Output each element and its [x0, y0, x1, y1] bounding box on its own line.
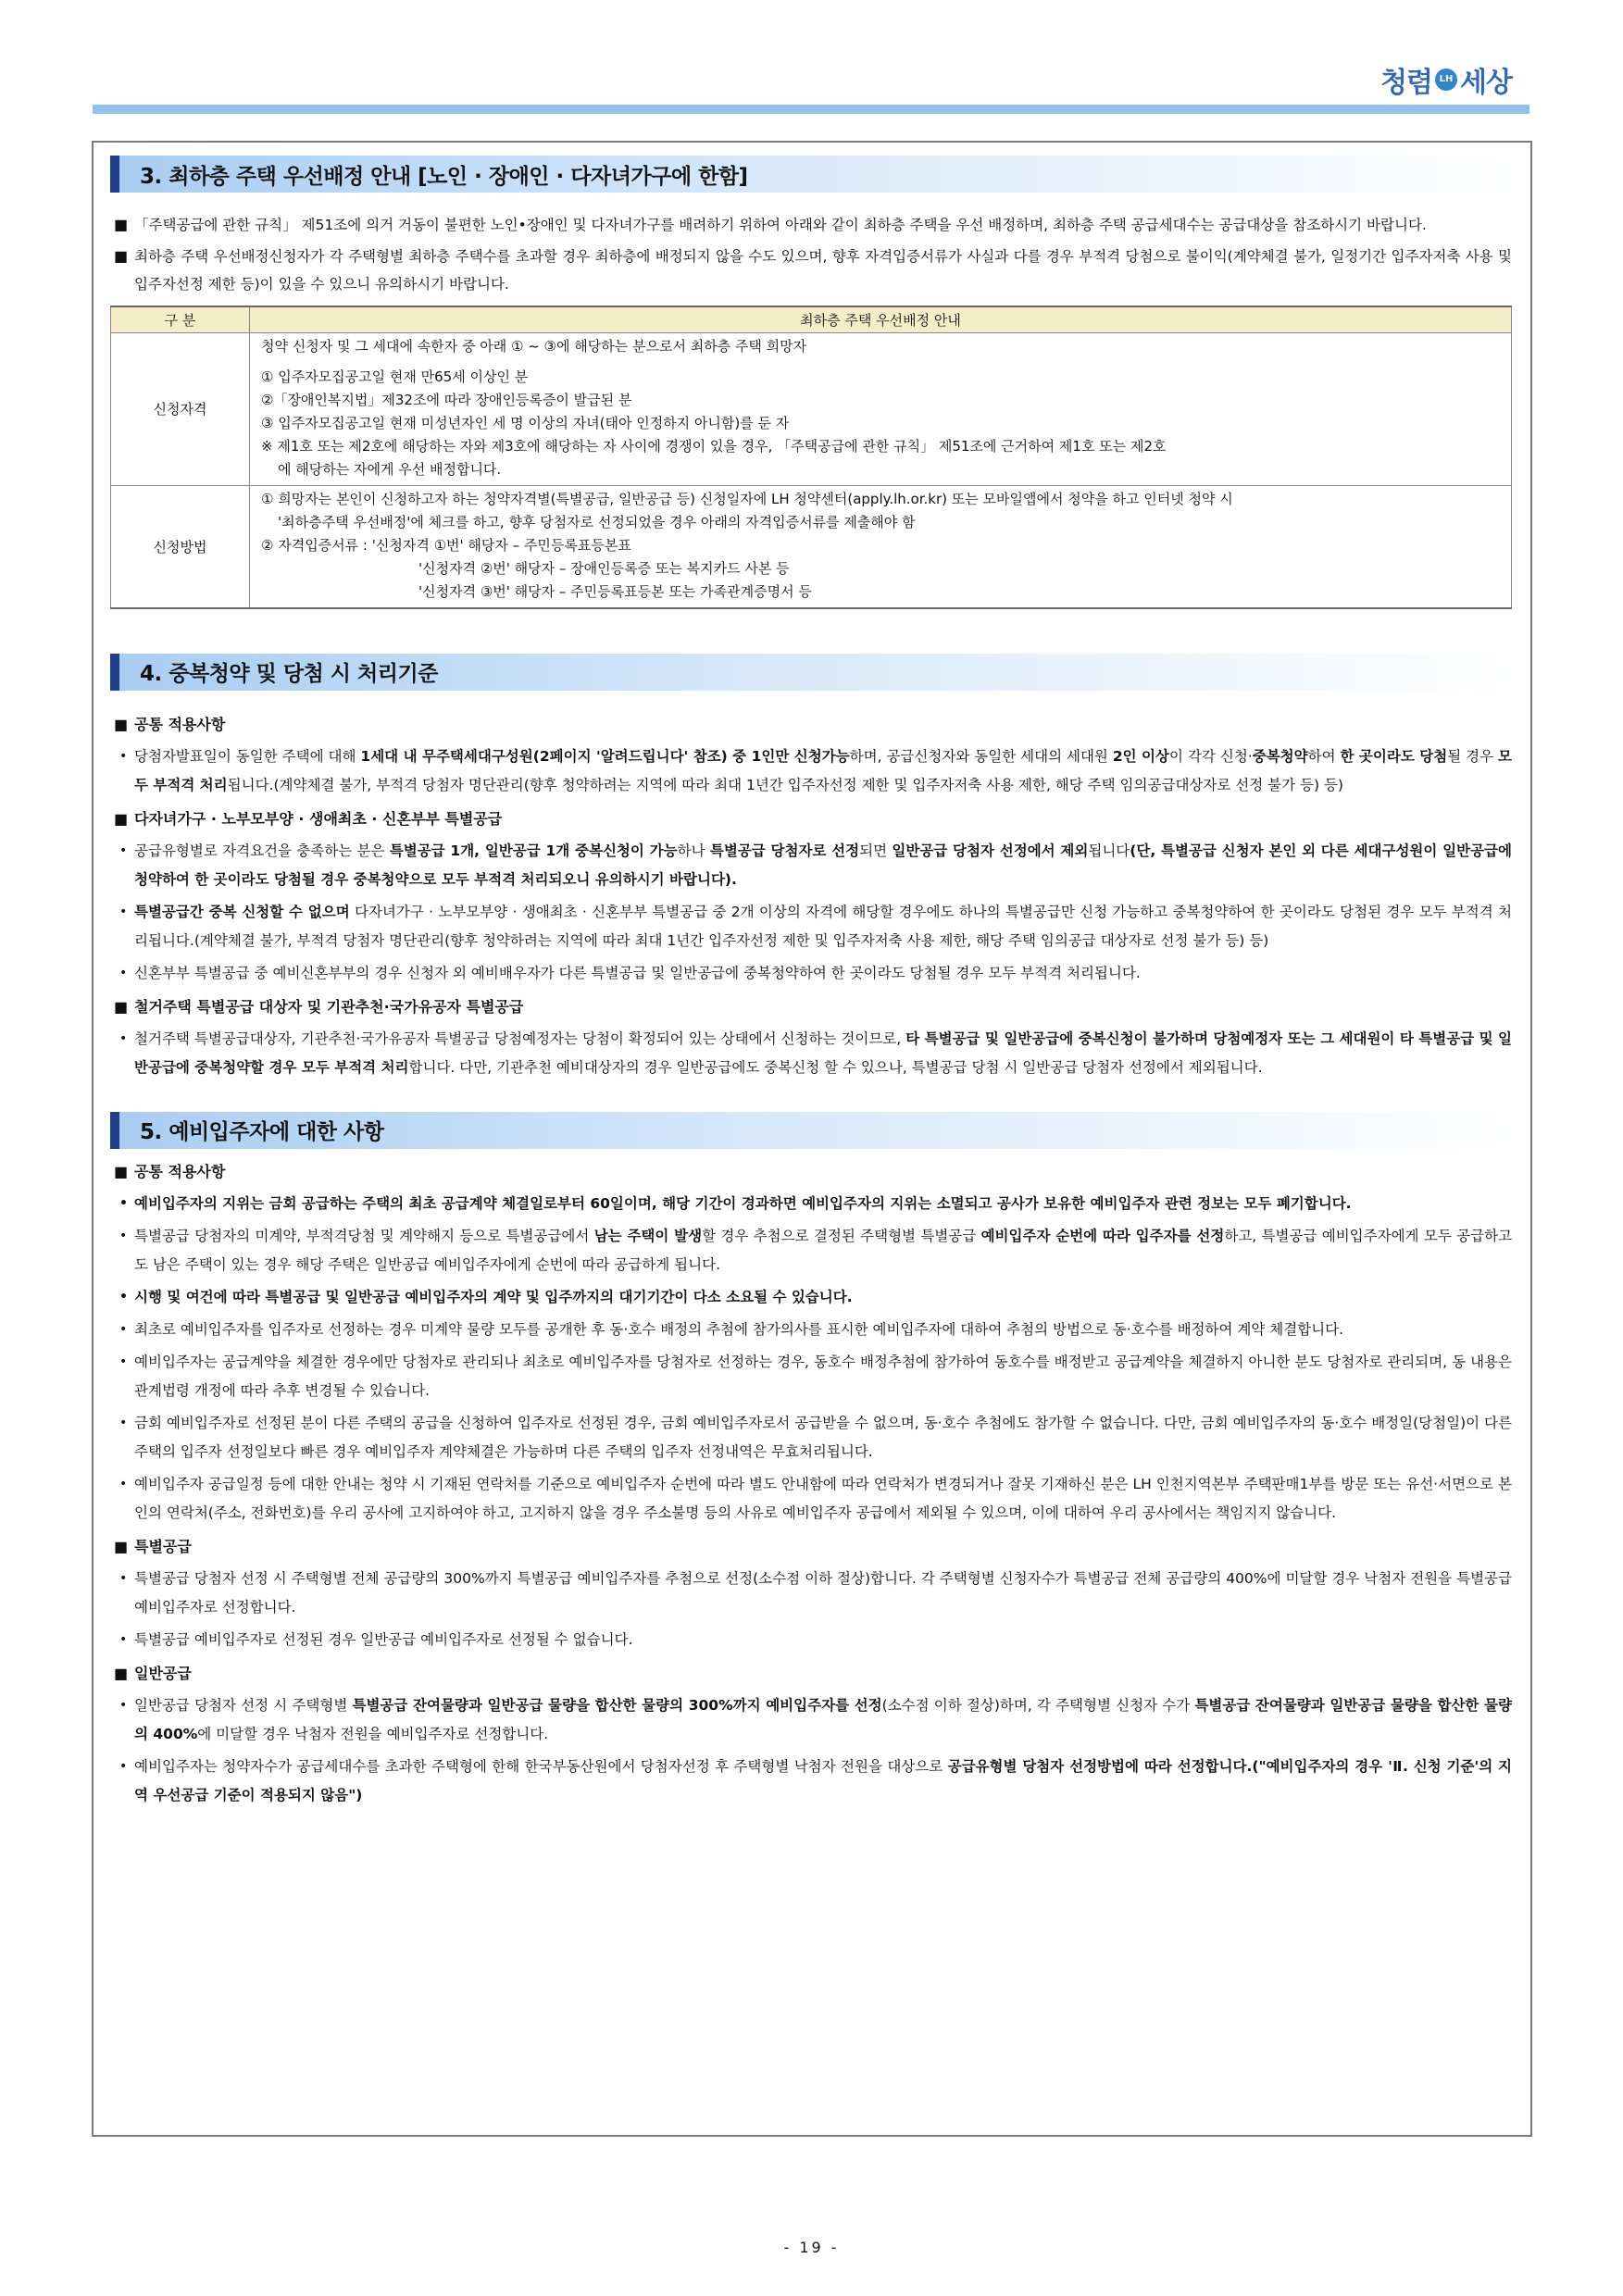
table-head-category: 구 분: [111, 306, 250, 332]
page-number: - 19 -: [783, 2239, 840, 2256]
s3-bullet-2: ■ 최하층 주택 우선배정신청자가 각 주택형별 최하층 주택수를 초과할 경우 최하층에 배정되지 않을 수도 있으며, 향후 자격입증서류가 사실과 다를 경우 부적격 당첨으로 불이익(계약체결 불가, 일정기간 입주자저축 사용 및 입주자선정 제한 등)이 있을 수 있으니 유의하시기 바랍니다.: [114, 247, 1512, 293]
section-5-heading: [110, 1112, 1512, 1149]
row-label-eligibility: 신청자격: [111, 332, 250, 485]
table-head-guide: 최하층 주택 우선배정 안내: [250, 306, 1512, 332]
s4-subheading-common: ■ 공통 적용사항: [114, 715, 226, 733]
s5-paragraph-1: • 예비입주자의 지위는 금회 공급하는 주택의 최초 공급계약 체결일로부터 60일이며, 해당 기간이 경과하면 예비입주자의 지위는 소멸되고 공사가 보유한 예비입주자 관련 정보는 모두 폐기합니다.: [119, 1194, 1352, 1212]
section-5-title: 5. 예비입주자에 대한 사항: [140, 1120, 384, 1144]
s4-subheading-demolition: ■ 철거주택 특별공급 대상자 및 기관추천·국가유공자 특별공급: [114, 997, 524, 1016]
s5-paragraph-6: • 금회 예비입주자로 선정된 분이 다른 주택의 공급을 신청하여 입주자로 선정된 경우, 금회 예비입주자로서 공급받을 수 없으며, 동·호수 추첨에도 참가할 수 없습니다. 다만, 금회 예비입주자의 동·호수 배정일(당첨일)이 다른 주택의 입주자 선정일보다 빠른 경우 예비입주자 계약체결은 가능하며 다른 주택의 입주자 선정내역은 무효처리됩니다.: [119, 1414, 1512, 1460]
logo-text-2: 세상: [1460, 67, 1512, 99]
s5-paragraph-3: • 시행 및 여건에 따라 특별공급 및 일반공급 예비입주자의 계약 및 입주까지의 대기기간이 다소 소요될 수 있습니다.: [119, 1288, 853, 1305]
s5-paragraph-4: • 최초로 예비입주자를 입주자로 선정하는 경우 미계약 물량 모두를 공개한 후 동·호수 배정의 추첨에 참가의사를 표시한 예비입주자에 대하여 추첨의 방법으로 동·호수를 배정하여 계약 체결합니다.: [119, 1320, 1344, 1338]
logo-mark-icon: LH: [1435, 69, 1457, 91]
s5-subheading-general: ■ 일반공급: [114, 1664, 192, 1682]
logo: [1380, 59, 1512, 100]
section-3-heading: [110, 156, 1512, 193]
s4-paragraph-2: • 공급유형별로 자격요건을 충족하는 분은 특별공급 1개, 일반공급 1개 중복신청이 가능하나 특별공급 당첨자로 선정되면 일반공급 당첨자 선정에서 제외됩니다(단, 특별공급 신청자 본인 외 다른 세대구성원이 일반공급에 청약하여 한 곳이라도 당첨될 경우 중복청약으로 모두 부적격 처리되오니 유의하시기 바랍니다).: [119, 842, 1512, 888]
s5-subheading-special: ■ 특별공급: [114, 1537, 192, 1555]
s5-subheading-common: ■ 공통 적용사항: [114, 1162, 226, 1180]
logo-text-1: 청렴: [1380, 67, 1433, 99]
lowest-floor-table: [110, 306, 1512, 609]
s4-paragraph-3: • 특별공급간 중복 신청할 수 없으며 다자녀가구 · 노부모부양 · 생애최초 · 신혼부부 특별공급 중 2개 이상의 자격에 해당할 경우에도 하나의 특별공급만 신청 가능하고 중복청약하여 한 곳이라도 당첨된 경우 모두 부적격 처리됩니다.(계약체결 불가, 부적격 당첨자 명단관리(향후 청약하려는 지역에 따라 최대 1년간 입주자선정 제한 및 입주자저축 사용 제한, 해당 주택 임의공급 대상자로 선정 불가 등) 등): [119, 903, 1512, 949]
s5-paragraph-10: • 일반공급 당첨자 선정 시 주택형별 특별공급 잔여물량과 일반공급 물량을 합산한 물량의 300%까지 예비입주자를 선정(소수점 이하 절상)하며, 각 주택형별 신청자 수가 특별공급 잔여물량과 일반공급 물량을 합산한 물량의 400%에 미달할 경우 낙첨자 전원을 예비입주자로 선정합니다.: [119, 1696, 1512, 1742]
s5-paragraph-9: • 특별공급 예비입주자로 선정된 경우 일반공급 예비입주자로 선정될 수 없습니다.: [119, 1630, 633, 1648]
s4-paragraph-4: • 신혼부부 특별공급 중 예비신혼부부의 경우 신청자 외 예비배우자가 다른 특별공급 및 일반공급에 중복청약하여 한 곳이라도 당첨될 경우 모두 부적격 처리됩니다.: [119, 964, 1141, 981]
section-4-heading: [110, 654, 1512, 691]
s5-paragraph-8: • 특별공급 당첨자 선정 시 주택형별 전체 공급량의 300%까지 특별공급 예비입주자를 추첨으로 선정(소수점 이하 절상)합니다. 각 주택형별 신청자수가 특별공급 전체 공급량의 400%에 미달할 경우 낙첨자 전원을 특별공급 예비입주자로 선정합니다.: [119, 1569, 1512, 1616]
header-rule: [93, 105, 1529, 114]
section-4-title: 4. 중복청약 및 당첨 시 처리기준: [140, 662, 438, 686]
method-cell: ① 희망자는 본인이 신청하고자 하는 청약자격별(특별공급, 일반공급 등) 신청일자에 LH 청약센터(apply.lh.or.kr) 또는 모바일앱에서 청약을 하고 인터넷 청약 시 '최하층주택 우선배정'에 체크를 하고, 향후 당첨자로 선정되었을 경우 아래의 자격입증서류를 제출해야 함 ② 자격입증서류 : '신청자격 ①번' 해당자 – 주민등록표등본표 '신청자격 ②번' 해당자 – 장애인등록증 또는 복지카드 사본 등 '신청자격 ③번' 해당자 – 주민등록표등본 또는 가족관계증명서 등: [250, 485, 1512, 608]
s5-paragraph-11: • 예비입주자는 청약자수가 공급세대수를 초과한 주택형에 한해 한국부동산원에서 당첨자선정 후 주택형별 낙첨자 전원을 대상으로 공급유형별 당첨자 선정방법에 따라 선정합니다.("예비입주자의 경우 'Ⅱ. 신청 기준'의 지역 우선공급 기준이 적용되지 않음"): [119, 1757, 1512, 1803]
s5-paragraph-2: • 특별공급 당첨자의 미계약, 부적격당첨 및 계약해지 등으로 특별공급에서 남는 주택이 발생할 경우 추첨으로 결정된 주택형별 특별공급 예비입주자 순번에 따라 입주자를 선정하고, 특별공급 예비입주자에게 모두 공급하고도 남은 주택이 있는 경우 해당 주택은 일반공급 예비입주자에게 순번에 따라 공급하게 됩니다.: [119, 1227, 1513, 1273]
content-frame: [92, 141, 1532, 2137]
s4-subheading-special: ■ 다자녀가구 · 노부모부양 · 생애최초 · 신혼부부 특별공급: [114, 809, 503, 828]
s3-bullet-1: ■ 「주택공급에 관한 규칙」 제51조에 의거 거동이 불편한 노인•장애인 및 다자녀가구를 배려하기 위하여 아래와 같이 최하층 주택을 우선 배정하며, 최하층 주택 공급세대수는 공급대상을 참조하시기 바랍니다.: [114, 216, 1427, 233]
row-label-method: 신청방법: [111, 485, 250, 608]
section-3-title: 3. 최하층 주택 우선배정 안내 [노인 · 장애인 · 다자녀가구에 한함]: [140, 164, 748, 189]
s4-paragraph-1: • 당첨자발표일이 동일한 주택에 대해 1세대 내 무주택세대구성원(2페이지 '알려드립니다' 참조) 중 1인만 신청가능하며, 공급신청자와 동일한 세대의 세대원 2인 이상이 각각 신청·중복청약하여 한 곳이라도 당첨될 경우 모두 부적격 처리됩니다.(계약체결 불가, 부적격 당첨자 명단관리(향후 청약하려는 지역에 따라 최대 1년간 입주자선정 제한 및 입주자저축 사용 제한, 해당 주택 임의공급대상자로 선정 불가 등) 등): [119, 747, 1513, 793]
eligibility-cell: 청약 신청자 및 그 세대에 속한자 중 아래 ① ~ ③에 해당하는 분으로서 최하층 주택 희망자 ① 입주자모집공고일 현재 만65세 이상인 분 ②「장애인복지법」제32조에 따라 장애인등록증이 발급된 분 ③ 입주자모집공고일 현재 미성년자인 세 명 이상의 자녀(태아 인정하지 아니함)를 둔 자 ※ 제1호 또는 제2호에 해당하는 자와 제3호에 해당하는 자 사이에 경쟁이 있을 경우, 「주택공급에 관한 규칙」 제51조에 근거하여 제1호 또는 제2호 에 해당하는 자에게 우선 배정합니다.: [250, 332, 1512, 485]
s5-paragraph-5: • 예비입주자는 공급계약을 체결한 경우에만 당첨자로 관리되나 최초로 예비입주자를 당첨자로 선정하는 경우, 동호수 배정추첨에 참가하여 동호수를 배정받고 공급계약을 체결하지 아니한 분도 당첨자로 관리되며, 동 내용은 관계법령 개정에 따라 추후 변경될 수 있습니다.: [119, 1353, 1512, 1399]
s5-paragraph-7: • 예비입주자 공급일정 등에 대한 안내는 청약 시 기재된 연락처를 기준으로 예비입주자 순번에 따라 별도 안내함에 따라 연락처가 변경되거나 잘못 기재하신 분은 LH 인천지역본부 주택판매1부를 방문 또는 유선·서면으로 본인의 연락처(주소, 전화번호)를 우리 공사에 고지하여야 하고, 고지하지 않을 경우 주소불명 등의 사유로 예비입주자 공급에서 제외될 수 있으며, 이에 대하여 우리 공사에서는 책임지지 않습니다.: [119, 1475, 1512, 1521]
s4-paragraph-5: • 철거주택 특별공급대상자, 기관추천·국가유공자 특별공급 당첨예정자는 당첨이 확정되어 있는 상태에서 신청하는 것이므로, 타 특별공급 및 일반공급에 중복신청이 불가하며 당첨예정자 또는 그 세대원이 타 특별공급 및 일반공급에 중복청약할 경우 모두 부적격 처리합니다. 다만, 기관추천 예비대상자의 경우 일반공급에도 중복신청 할 수 있으나, 특별공급 당첨 시 일반공급 당첨자 선정에서 제외됩니다.: [119, 1029, 1512, 1076]
